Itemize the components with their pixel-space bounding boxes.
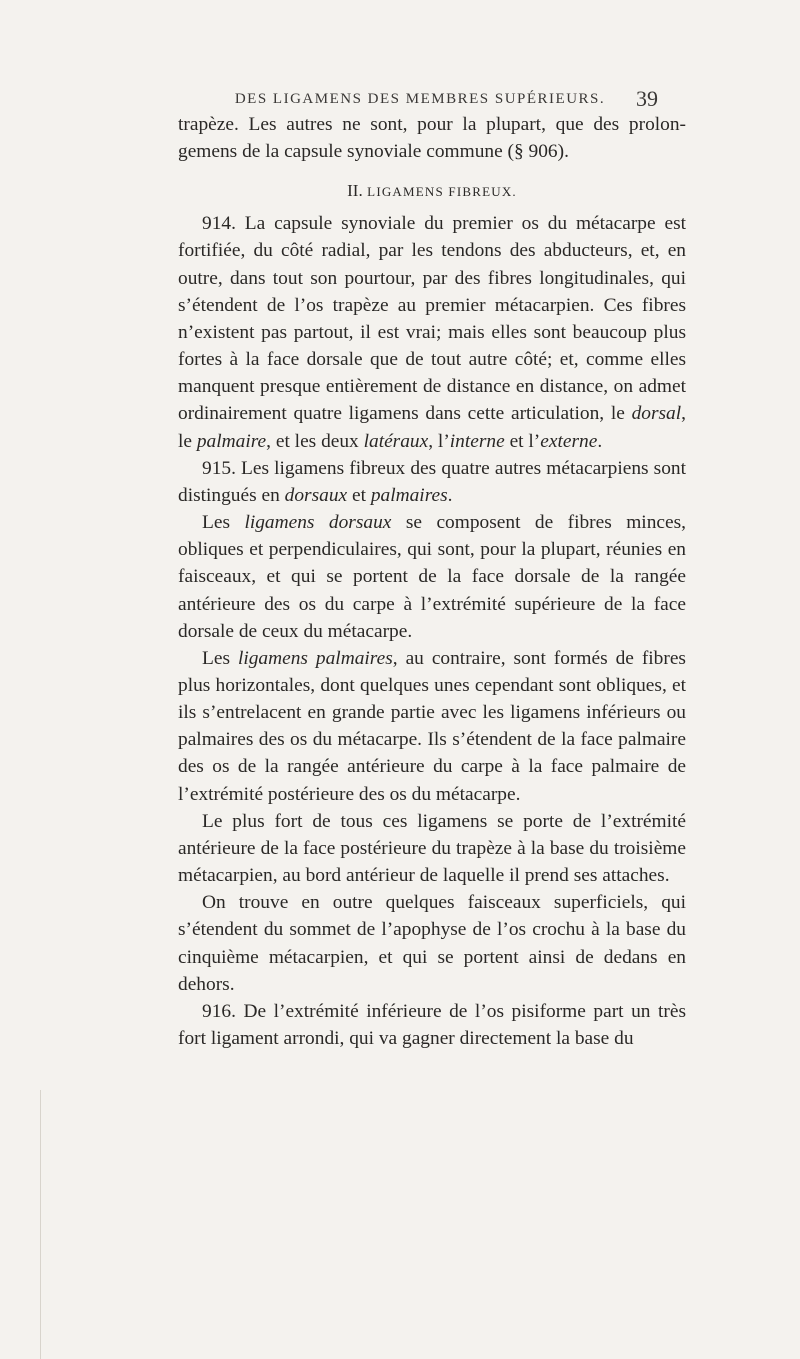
paragraph-914 [178,210,686,454]
text-span: Les [202,512,245,534]
text-span: . [447,484,453,506]
text-span: Les [202,647,238,669]
text-span: 914. La capsule synoviale du premier os du métacarpe est fortifiée, du côté radial, par les tendons des abducteurs, et, en outre, dans tout son pourtour, par des fibres longitudinales, qui s’étendent de l’os trapèze au premier métacarpien. Ces fibres n’existent pas partout, il est vrai; mais elles sont beaucoup plus fortes à la face dorsale que de tout autre côté; et, comme elles manquent presque entièrement de distance en distance, on admet ordinairement quatre ligamens dans cette articulation, le [178,213,686,425]
term-palmaires: palmaires [370,484,448,506]
term-interne: interne [449,430,505,452]
text-span: et [347,484,371,506]
term-dorsaux: dorsaux [284,484,348,506]
term-lateraux: latéraux [363,430,429,452]
paragraph-superficial-bundles: On trouve en outre quelques faisceaux superficiels, qui s’étendent du sommet de l’apophyse de l’os crochu à la base du cinquième métacarpien, et qui se portent ainsi de dedans en dehors. [178,892,686,995]
term-dorsal: dorsal [631,403,682,425]
term-ligamens-palmaires: ligamens palmaires [237,647,393,669]
section-title: LIGAMENS FIBREUX. [367,184,517,200]
paragraph-strongest-ligament: Le plus fort de tous ces ligamens se porte de l’extrémité antérieure de la face postérieure du trapèze à la base du troisième métacarpien, au bord antérieur de laquelle il prend ses attaches. [178,810,686,887]
running-title: DES LIGAMENS DES MEMBRES SUPÉRIEURS. [234,91,606,107]
section-number: II. [347,181,363,201]
text-span: et l’ [504,430,541,452]
paragraph-916: 916. De l’extrémité inférieure de l’os pisiforme part un très fort ligament arrondi, qui va gagner directement la base du [178,1000,686,1049]
paragraph-continuation: trapèze. Les autres ne sont, pour la plupart, que des prolon-gemens de la capsule synoviale commune (§ 906). [178,114,686,163]
text-span: , le [178,403,686,452]
section-heading [178,182,686,201]
text-span: , au contraire, sont formés de fibres plus horizontales, dont quelques unes cependant sont obliques, et ils s’entrelacent en grande partie avec les ligamens inférieurs ou palmaires des os du métacarpe. Ils s’étendent de la face palmaire des os de la rangée antérieure du carpe à la face palmaire de l’extrémité postérieure des os du métacarpe. [178,647,686,805]
body-text [178,111,686,1052]
paragraph-ligamens-palmaires [178,645,686,808]
term-palmaire: palmaire [196,430,267,452]
page-edge-line [40,1090,41,1359]
term-externe: externe [540,430,598,452]
term-ligamens-dorsaux: ligamens dorsaux [244,512,392,534]
text-span: . [597,430,603,452]
page-number: 39 [636,86,658,111]
paragraph-ligamens-dorsaux [178,509,686,645]
text-span: , l’ [428,430,450,452]
text-span: 915. Les ligamens fibreux des quatre autres métacarpiens sont distingués en [178,457,686,506]
paragraph-915 [178,455,686,509]
text-span: se composent de fibres minces, obliques et perpendiculaires, qui sont, pour la plupart, réunies en faisceaux, et qui se portent de la face dorsale de la rangée antérieure des os du carpe à l’extrémité supérieure de la face dorsale de ceux du métacarpe. [178,512,686,642]
text-span: , et les deux [266,430,364,452]
